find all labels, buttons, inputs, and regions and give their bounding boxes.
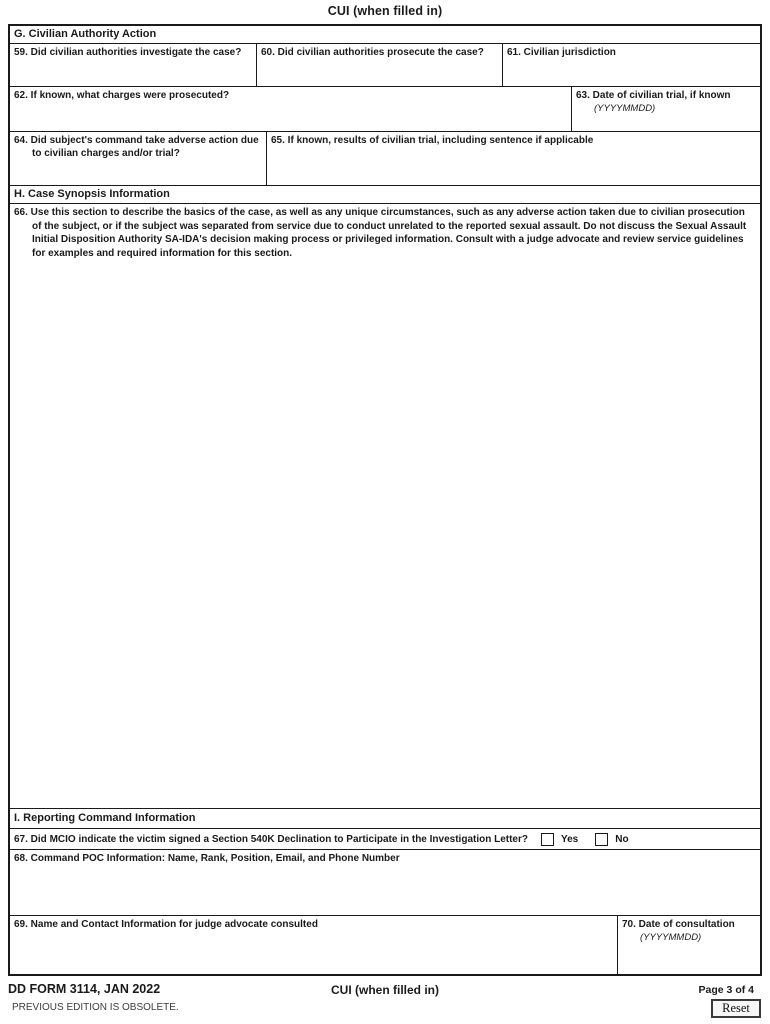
- field-65-input[interactable]: [271, 147, 756, 183]
- field-59-label: 59. Did civilian authorities investigate the case?: [14, 47, 242, 58]
- field-59-cell: [10, 44, 257, 86]
- reset-button[interactable]: Reset: [711, 999, 761, 1018]
- field-69-label: 69. Name and Contact Information for judge advocate consulted: [14, 919, 318, 930]
- field-65-cell: [267, 132, 760, 185]
- field-61-cell: [503, 44, 760, 86]
- field-60-label: 60. Did civilian authorities prosecute the case?: [261, 47, 484, 58]
- section-h-title: H. Case Synopsis Information: [14, 188, 170, 200]
- item-67-yes-checkbox[interactable]: [541, 833, 554, 846]
- field-61-label: 61. Civilian jurisdiction: [507, 47, 616, 58]
- field-64-cell: [10, 132, 267, 185]
- item-67-yes-label: Yes: [561, 833, 579, 845]
- form-id: DD FORM 3114, JAN 2022: [8, 982, 161, 996]
- field-70-label: [622, 918, 756, 944]
- field-68-input[interactable]: [14, 865, 756, 913]
- field-70-format-hint: (YYYYMMDD): [640, 932, 702, 943]
- field-68-cell: [10, 850, 760, 915]
- edition-note: PREVIOUS EDITION IS OBSOLETE.: [12, 1002, 179, 1013]
- cui-banner-bottom: CUI (when filled in): [331, 983, 439, 997]
- field-64-input[interactable]: [14, 160, 262, 183]
- field-63-cell: [572, 87, 760, 131]
- section-i-header: [10, 809, 760, 829]
- field-69-cell: [10, 916, 618, 974]
- field-63-format-hint: (YYYYMMDD): [594, 103, 656, 114]
- section-i-title: I. Reporting Command Information: [14, 812, 196, 824]
- row-items-59-61: [10, 44, 760, 87]
- field-60-cell: [257, 44, 503, 86]
- field-70-input[interactable]: [622, 944, 756, 972]
- field-70-label-text: 70. Date of consultation: [622, 919, 735, 930]
- field-68-label: 68. Command POC Information: Name, Rank, Position, Email, and Phone Number: [14, 853, 400, 864]
- field-67-label: 67. Did MCIO indicate the victim signed a Section 540K Declination to Participate in the Investigation Letter?: [14, 833, 528, 845]
- field-62-input[interactable]: [14, 102, 567, 129]
- row-items-64-65: [10, 132, 760, 186]
- section-h-header: [10, 186, 760, 204]
- field-69-input[interactable]: [14, 931, 613, 972]
- form-table: [8, 24, 762, 976]
- section-g-header: [10, 26, 760, 44]
- field-63-input[interactable]: [576, 115, 756, 129]
- field-66-input[interactable]: [14, 260, 756, 806]
- field-65-label: 65. If known, results of civilian trial, including sentence if applicable: [271, 135, 594, 146]
- field-59-input[interactable]: [14, 59, 252, 84]
- field-63-label: [576, 89, 756, 115]
- row-item-66: [10, 204, 760, 809]
- item-67-no-checkbox[interactable]: [595, 833, 608, 846]
- row-item-68: [10, 850, 760, 916]
- row-items-62-63: [10, 87, 760, 132]
- page-number: Page 3 of 4: [698, 984, 754, 996]
- field-66-cell: [10, 204, 760, 808]
- field-60-input[interactable]: [261, 59, 498, 84]
- field-70-cell: [618, 916, 760, 974]
- row-item-67: [10, 829, 760, 850]
- field-62-label: 62. If known, what charges were prosecuted?: [14, 90, 230, 101]
- row-items-69-70: [10, 916, 760, 974]
- field-63-label-text: 63. Date of civilian trial, if known: [576, 90, 731, 101]
- field-64-label: 64. Did subject's command take adverse action due to civilian charges and/or trial?: [14, 135, 259, 159]
- field-62-cell: [10, 87, 572, 131]
- item-67-no-label: No: [615, 833, 629, 845]
- field-61-input[interactable]: [507, 59, 756, 84]
- section-g-title: G. Civilian Authority Action: [14, 28, 157, 40]
- cui-banner-top: CUI (when filled in): [327, 4, 443, 18]
- field-66-label: 66. Use this section to describe the basics of the case, as well as any unique circumstances, such as any adverse action taken due to civilian prosecution of the subject, or if the subject was separated from service due to conduct unrelated to the reported sexual assault. Do not discuss the Sexual Assault Initial Disposition Authority SA-IDA's decision making process or privileged information. Consult with a judge advocate and review service guidelines for examples and required information for this section.: [14, 207, 747, 259]
